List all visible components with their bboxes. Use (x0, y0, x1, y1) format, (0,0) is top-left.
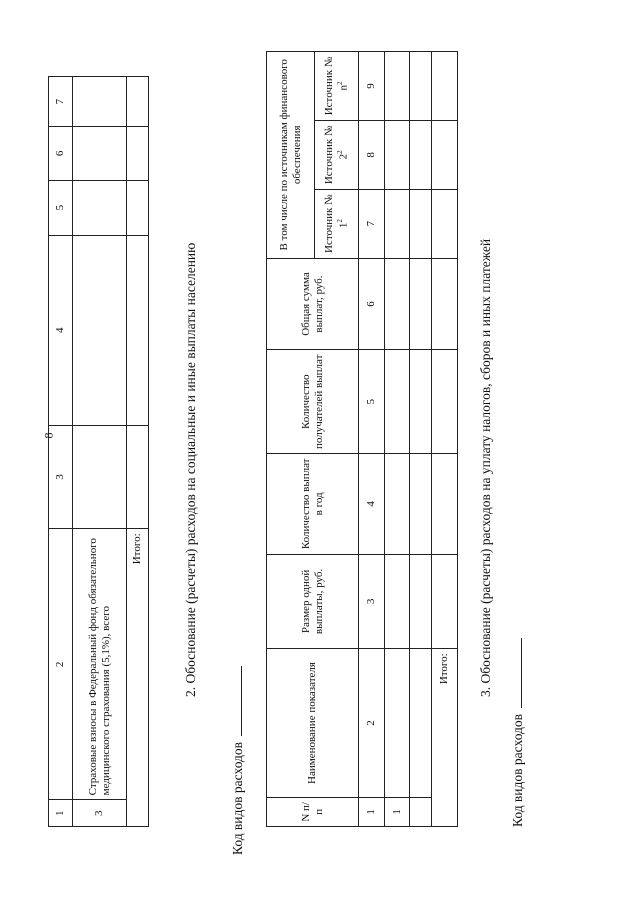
table2-cell (432, 454, 458, 554)
table2-header-name: Наименование показателя (267, 649, 359, 797)
table1-cell (127, 180, 149, 235)
table2-cell (432, 52, 458, 121)
table-social-payments (266, 51, 458, 827)
table2-cell (410, 554, 432, 649)
table1-col-6: 6 (49, 127, 73, 180)
table2-header-size: Размер одной выплаты, руб. (267, 554, 359, 649)
section2-title: 2. Обоснование (расчеты) расходов на социальные и иные выплаты населению (183, 242, 198, 697)
table2-num-cell: 8 (359, 120, 385, 189)
table1-cell (127, 77, 149, 127)
table2-cell (410, 258, 432, 350)
table1-row-num: 3 (73, 800, 127, 827)
section2-code-line (241, 666, 242, 736)
section3-code-label (510, 638, 526, 827)
table2-cell (410, 120, 432, 189)
table2-num-cell: 2 (359, 649, 385, 797)
table2-cell (410, 797, 432, 826)
table-insurance-contributions (48, 76, 149, 827)
table1-col-4: 4 (49, 235, 73, 425)
table1-row-3 (73, 77, 127, 827)
table1-cell (73, 235, 127, 425)
table1-total-label: Итого: (127, 529, 149, 827)
table2-num-cell: 9 (359, 52, 385, 121)
section3-code-line (521, 638, 522, 708)
table1-cell (127, 127, 149, 180)
table2-cell (385, 120, 410, 189)
table1-col-5: 5 (49, 180, 73, 235)
table1-col-3: 3 (49, 425, 73, 529)
table1-cell (73, 425, 127, 529)
table2-header-count: Количество выплат в год (267, 454, 359, 554)
table2-cell (385, 454, 410, 554)
table2-header-sources: В том числе по источникам финансового обеспечения (267, 52, 315, 259)
table2-cell (432, 120, 458, 189)
page-number: 8 (41, 432, 56, 439)
table1-col-7: 7 (49, 77, 73, 127)
table2-cell (385, 350, 410, 454)
table2-cell (385, 554, 410, 649)
table1-header-row (49, 77, 73, 827)
table2-cell (432, 258, 458, 350)
table2-cell (432, 350, 458, 454)
table2-row-num: 1 (385, 797, 410, 826)
table2-row-empty (410, 52, 432, 827)
table2-header-src2: Источник № $2^2$ (315, 120, 359, 189)
table2-num-cell: 1 (359, 797, 385, 826)
table1-col-2: 2 (49, 529, 73, 800)
section3-code-text: Код видов расходов (510, 713, 525, 827)
table2-cell (410, 350, 432, 454)
table1-cell (73, 127, 127, 180)
table2-header-src1: Источник № $1^2$ (315, 189, 359, 258)
table2-row-1 (385, 52, 410, 827)
table2-cell (385, 258, 410, 350)
table2-header-num: N п/п (267, 797, 359, 826)
section2-code-label (230, 666, 246, 855)
table1-cell (127, 235, 149, 425)
table2-total-row (432, 52, 458, 827)
section2-code-text: Код видов расходов (230, 741, 245, 855)
table2-num-cell: 7 (359, 189, 385, 258)
table2-header-srcn: Источник № $n^2$ (315, 52, 359, 121)
table1-total-row (127, 77, 149, 827)
table1-cell (127, 425, 149, 529)
table2-header-sum: Общая сумма выплат, руб. (267, 258, 359, 350)
table2-cell (385, 189, 410, 258)
table1-row-name: Страховые взносы в Федеральный фонд обязательного медицинского страхования (5,1%), всего (73, 529, 127, 800)
table2-cell (432, 189, 458, 258)
table2-cell (410, 649, 432, 797)
section3-title: 3. Обоснование (расчеты) расходов на уплату налогов, сборов и иных платежей (478, 238, 493, 697)
table1-col-1: 1 (49, 800, 73, 827)
table2-cell (385, 649, 410, 797)
table2-header-recipients: Количество получателей выплат (267, 350, 359, 454)
table1-cell (73, 180, 127, 235)
table2-num-cell: 5 (359, 350, 385, 454)
table2-header-row-1 (267, 52, 315, 827)
table1-cell (73, 77, 127, 127)
table2-cell (410, 52, 432, 121)
table2-cell (432, 554, 458, 649)
table2-cell (410, 454, 432, 554)
table2-cell (410, 189, 432, 258)
table2-cell (385, 52, 410, 121)
table2-num-cell: 4 (359, 454, 385, 554)
table2-num-cell: 3 (359, 554, 385, 649)
table2-numbers-row (359, 52, 385, 827)
table2-num-cell: 6 (359, 258, 385, 350)
table2-total-label: Итого: (432, 649, 458, 827)
